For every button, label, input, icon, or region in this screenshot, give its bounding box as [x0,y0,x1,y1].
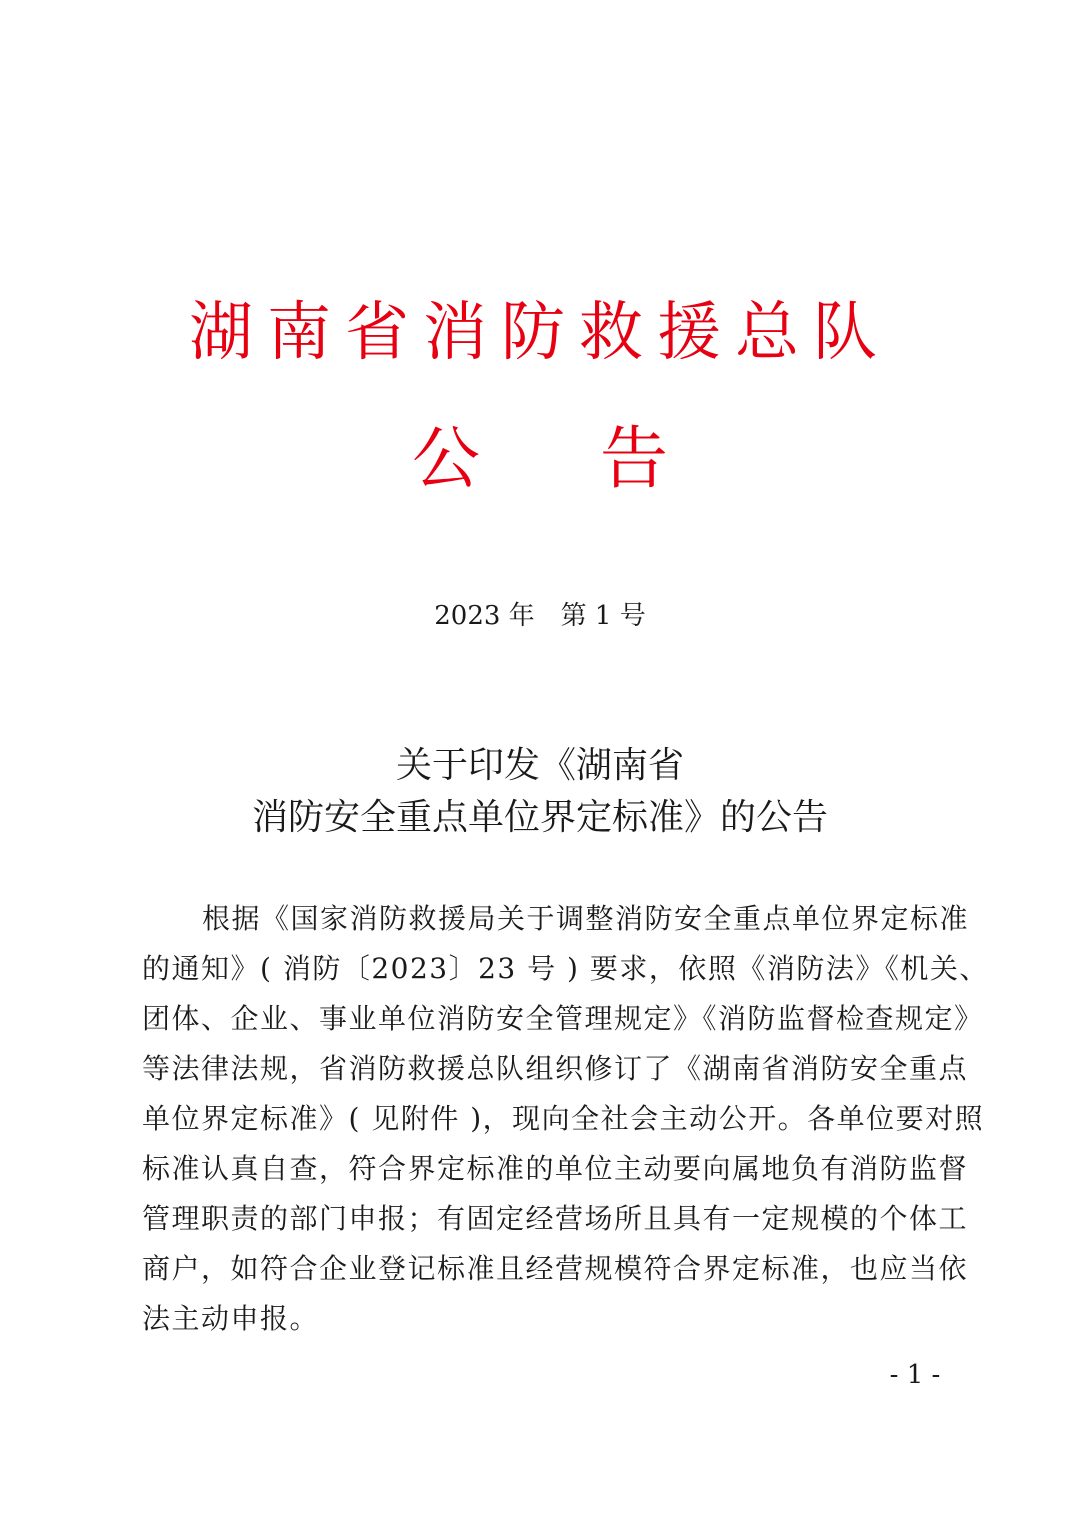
body-line: 法主动申报。 [142,1302,320,1335]
body-line: 的通知》( 消防〔2023〕23 号 ) 要求，依照《消防法》《机关、 [142,952,989,985]
body-line: 根据《国家消防救援局关于调整消防安全重点单位界定标准 [202,902,970,935]
document-title-line-1: 关于印发《湖南省 [395,745,684,786]
document-type-heading [0,415,1080,505]
body-line: 管理职责的部门申报；有固定经营场所且具有一定规模的个体工 [142,1202,969,1235]
document-number: 2023 年 第 1 号 [434,601,646,631]
document-type-char-2: 告 [600,420,669,499]
body-line: 商户，如符合企业登记标准且经营规模符合界定标准，也应当依 [142,1252,969,1285]
page-number: - 1 - [889,1360,941,1390]
body-paragraph [142,894,989,1344]
document-title-line-2: 消防安全重点单位界定标准》的公告 [251,797,828,838]
body-line: 团体、企业、事业单位消防安全管理规定》《消防监督检查规定》 [142,1002,984,1035]
body-line: 标准认真自查，符合界定标准的单位主动要向属地负有消防监督 [142,1152,969,1185]
document-type-char-1: 公 [411,420,480,499]
body-line: 等法律法规，省消防救援总队组织修订了《湖南省消防安全重点 [142,1052,969,1085]
issuing-organization-name: 湖南省消防救援总队 [189,296,891,370]
body-line: 单位界定标准》( 见附件 )，现向全社会主动公开。各单位要对照 [142,1102,985,1135]
document-title [0,740,1080,844]
